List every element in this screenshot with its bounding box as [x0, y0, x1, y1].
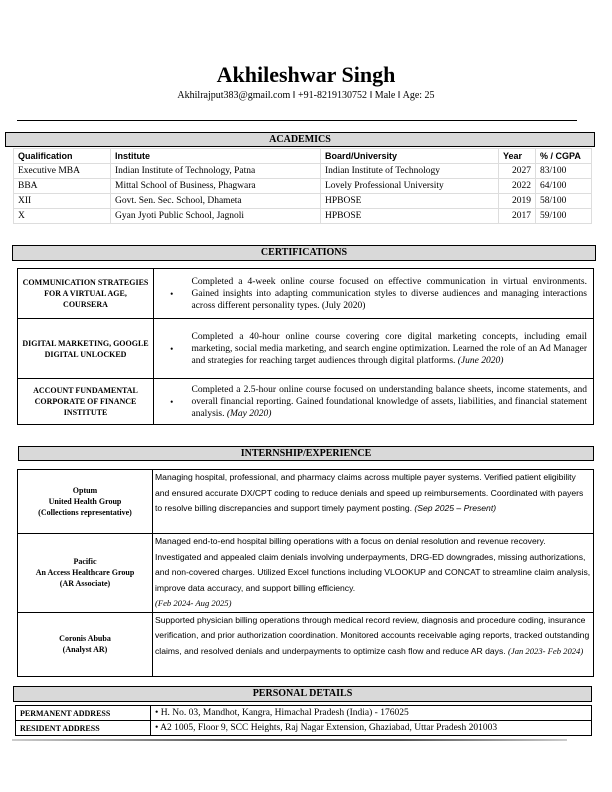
experience-row	[18, 470, 594, 534]
experience-description	[153, 612, 594, 676]
academics-heading: ACADEMICS	[5, 132, 595, 147]
cell: 2019	[499, 194, 536, 209]
experience-text: Managed end-to-end hospital billing operations with a focus on denial resolution and revenue recovery. Investigated and appealed claim denials involving underpayments, DRG-ED downgrades, missing authorizations, and non-covered charges. Utilized Excel functions including VLOOKUP and CONCAT to streamline claim analysis, improve data accuracy, and support billing efficiency.	[155, 536, 591, 593]
cell: 2017	[499, 209, 536, 224]
role: (Collections representative)	[38, 508, 132, 517]
employer	[18, 612, 153, 676]
col-header: % / CGPA	[536, 149, 592, 164]
academics-table	[13, 148, 592, 224]
cert-description	[190, 379, 594, 425]
cert-text: Completed a 4-week online course focused on effective communication in virtual environments. Gained insights into adapting communication styles to diverse audiences and managing interactions across different personality types. (July 2020)	[191, 276, 587, 311]
company: Coronis Abuba	[59, 634, 111, 643]
experience-row	[18, 612, 594, 676]
cell: BBA	[14, 179, 111, 194]
role: (Analyst AR)	[62, 645, 108, 654]
personal-table	[15, 705, 592, 736]
cert-row	[18, 319, 594, 379]
personal-row	[16, 706, 592, 721]
cert-date: (May 2020)	[226, 408, 272, 419]
cert-name: COMMUNICATION STRATEGIES FOR A VIRTUAL AGE, COURSERA	[18, 269, 154, 319]
cert-text: Completed a 2.5-hour online course focused on understanding balance sheets, income statements, and overall financial reporting. Gained foundational knowledge of assets, liabilities, and financial statement analysis.	[191, 384, 587, 419]
bullet-icon: •	[154, 319, 190, 379]
role: (AR Associate)	[59, 579, 111, 589]
col-header: Year	[499, 149, 536, 164]
field-label: PERMANENT ADDRESS	[16, 706, 151, 721]
cell: Indian Institute of Technology, Patna	[111, 164, 321, 179]
cell: 2027	[499, 164, 536, 179]
table-row	[14, 194, 592, 209]
table-row	[14, 209, 592, 224]
organization: United Health Group	[48, 497, 122, 506]
field-label: RESIDENT ADDRESS	[16, 721, 151, 736]
experience-table	[17, 469, 594, 677]
cell: 59/100	[536, 209, 592, 224]
experience-description	[153, 534, 594, 613]
table-header-row	[14, 149, 592, 164]
table-row	[14, 164, 592, 179]
col-header: Board/University	[321, 149, 499, 164]
col-header: Qualification	[14, 149, 111, 164]
cert-row	[18, 269, 594, 319]
experience-date: (Jan 2023- Feb 2024)	[508, 645, 584, 656]
cert-name: ACCOUNT FUNDAMENTAL CORPORATE OF FINANCE INSTITUTE	[18, 379, 154, 425]
cell: 58/100	[536, 194, 592, 209]
cert-text: Completed a 40-hour online course covering core digital marketing concepts, including email marketing, social media marketing, and search engine optimization. Learned the role of an Ad Manager and strategies for reaching target audiences through digital platforms.	[191, 331, 587, 366]
cell: Indian Institute of Technology	[321, 164, 499, 179]
cell: Gyan Jyoti Public School, Jagnoli	[111, 209, 321, 224]
experience-text: Supported physician billing operations through medical record review, diagnosis and procedure coding, insurance verification, and prior authorization coordination. Monitored accounts receivable aging reports, tracked outstanding claims, and resolved denials and underpayments to optimize cash flow and reduce AR days.	[155, 614, 590, 656]
cell: 2022	[499, 179, 536, 194]
cert-name: DIGITAL MARKETING, GOOGLE DIGITAL UNLOCKED	[18, 319, 154, 379]
bullet-icon: •	[154, 269, 190, 319]
personal-heading: PERSONAL DETAILS	[13, 686, 592, 702]
footer-divider	[12, 739, 567, 741]
cell: HPBOSE	[321, 194, 499, 209]
field-value: • H. No. 03, Mandhot, Kangra, Himachal Pradesh (India) - 176025	[151, 706, 592, 721]
company: Optum	[72, 486, 98, 495]
cell: XII	[14, 194, 111, 209]
certifications-table	[17, 268, 594, 425]
field-value: • A2 1005, Floor 9, SCC Heights, Raj Nagar Extension, Ghaziabad, Uttar Pradesh 201003	[151, 721, 592, 736]
cell: Mittal School of Business, Phagwara	[111, 179, 321, 194]
cell: Executive MBA	[14, 164, 111, 179]
table-row	[14, 179, 592, 194]
experience-date: (Sep 2025 – Present)	[414, 503, 497, 513]
cert-description	[190, 319, 594, 379]
experience-heading: INTERNSHIP/EXPERIENCE	[18, 446, 594, 461]
experience-text: Managing hospital, professional, and pharmacy claims across multiple payer systems. Verified patient eligibility and ensured accurate DX/CPT coding to reduce denials and speed up reimbursements. Coordinated with payers to resolve billing discrepancies and support timely payment posting.	[155, 472, 584, 513]
contact-line: Akhilrajput383@gmail.com ‖ +91-8219130752 ‖ Male ‖ Age: 25	[177, 90, 435, 101]
employer	[18, 534, 153, 613]
organization: An Access Healthcare Group	[35, 568, 135, 578]
bullet-icon: •	[154, 379, 190, 425]
cell: 83/100	[536, 164, 592, 179]
employer	[18, 470, 153, 534]
experience-date: (Feb 2024- Aug 2025)	[155, 598, 232, 608]
col-header: Institute	[111, 149, 321, 164]
cell: 64/100	[536, 179, 592, 194]
experience-description	[153, 470, 594, 534]
cell: X	[14, 209, 111, 224]
candidate-name: Akhileshwar Singh	[216, 62, 396, 87]
cell: Govt. Sen. Sec. School, Dhameta	[111, 194, 321, 209]
cert-description	[190, 269, 594, 319]
cell: Lovely Professional University	[321, 179, 499, 194]
cert-date: (June 2020)	[457, 355, 504, 366]
experience-row	[18, 534, 594, 613]
company: Pacific	[73, 557, 97, 567]
certifications-heading: CERTIFICATIONS	[12, 245, 596, 261]
cert-row	[18, 379, 594, 425]
personal-row	[16, 721, 592, 736]
cell: HPBOSE	[321, 209, 499, 224]
divider	[17, 120, 577, 121]
